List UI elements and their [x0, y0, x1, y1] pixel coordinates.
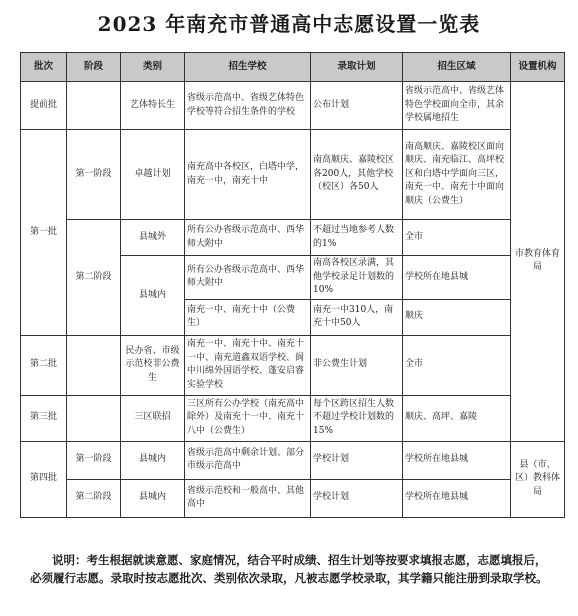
schools-cell: 南充高中各校区，白塔中学，南充一中，南充十中: [185, 130, 311, 220]
category-cell: 三区联招: [121, 395, 185, 441]
plan-cell: 公布计划: [311, 82, 403, 130]
table-row: [21, 82, 565, 130]
schools-cell: 所有公办省级示范高中、西华师大附中: [185, 256, 311, 300]
header-org: 设置机构: [511, 53, 565, 82]
header-schools: 招生学校: [185, 53, 311, 82]
header-area: 招生区域: [403, 53, 511, 82]
schools-cell: 南充一中、南充十中、南充十一中、南充道鑫双语学校、阆中川绵外国语学校、蓬安启睿实验学校: [185, 335, 311, 395]
plan-cell: 每个区跨区招生人数不超过学校计划数的15%: [311, 395, 403, 441]
stage-cell: 第二阶段: [67, 479, 121, 517]
batch-cell: 第四批: [21, 441, 67, 517]
category-cell: 卓越计划: [121, 130, 185, 220]
page-title: 2023 年南充市普通高中志愿设置一览表: [97, 12, 481, 36]
area-cell: 学校所在地县城: [403, 256, 511, 300]
area-cell: 学校所在地县城: [403, 441, 511, 479]
category-cell: 县城内: [121, 479, 185, 517]
org-cell: 市教育体育局: [511, 82, 565, 442]
stage-cell: 第二阶段: [67, 220, 121, 336]
table-row: [21, 441, 565, 479]
plan-cell: 非公费生计划: [311, 335, 403, 395]
plan-cell: 南充一中310人，南充十中50人: [311, 299, 403, 335]
footnote: 说明：考生根据就读意愿、家庭情况，结合平时成绩、招生计划等按要求填报志愿，志愿填报后，必须履行志愿。录取时按志愿批次、类别依次录取，凡被志愿学校录取，其学籍只能注册到录取学校。: [30, 553, 548, 585]
stage-cell: [67, 335, 121, 395]
area-cell: 全市: [403, 335, 511, 395]
plan-cell: 南高各校区录满，其他学校录足计划数的10%: [311, 256, 403, 300]
category-cell: 民办省、市级示范校非公费生: [121, 335, 185, 395]
schools-cell: 三区所有公办学校（南充高中除外）及南充十一中、南充十八中（公费生）: [185, 395, 311, 441]
plan-cell: 不超过当地参考人数的1%: [311, 220, 403, 256]
category-cell: 县城内: [121, 441, 185, 479]
area-cell: 南高顺庆、嘉陵校区面向顺庆、南充临江、高坪校区和白塔中学面向三区，南充一中、南充十中面向顺庆（公费生）: [403, 130, 511, 220]
header-category: 类别: [121, 53, 185, 82]
batch-cell: 第三批: [21, 395, 67, 441]
category-cell: 县城内: [121, 256, 185, 336]
area-cell: 顺庆: [403, 299, 511, 335]
table-row: [21, 220, 565, 256]
area-cell: 省级示范高中、省级艺体特色学校面向全市，其余学校属地招生: [403, 82, 511, 130]
category-cell: 艺体特长生: [121, 82, 185, 130]
table-row: [21, 395, 565, 441]
category-cell: 县城外: [121, 220, 185, 256]
header-plan: 录取计划: [311, 53, 403, 82]
plan-cell: 南高顺庆、嘉陵校区各200人，其他学校（校区）各50人: [311, 130, 403, 220]
schools-cell: 省级示范高中剩余计划、部分市级示范高中: [185, 441, 311, 479]
header-batch: 批次: [21, 53, 67, 82]
batch-cell: 提前批: [21, 82, 67, 130]
schools-cell: 省级示范校和一般高中、其他高中: [185, 479, 311, 517]
org-cell: 县（市、区）教科体局: [511, 441, 565, 517]
stage-cell: [67, 82, 121, 130]
stage-cell: [67, 395, 121, 441]
plan-cell: 学校计划: [311, 479, 403, 517]
header-stage: 阶段: [67, 53, 121, 82]
schools-cell: 所有公办省级示范高中、西华师大附中: [185, 220, 311, 256]
table-row: [21, 130, 565, 220]
schools-cell: 南充一中、南充十中（公费生）: [185, 299, 311, 335]
batch-cell: 第一批: [21, 130, 67, 336]
table-header-row: [21, 53, 565, 82]
table-row: [21, 479, 565, 517]
batch-cell: 第二批: [21, 335, 67, 395]
enrollment-table: [20, 52, 565, 518]
plan-cell: 学校计划: [311, 441, 403, 479]
schools-cell: 省级示范高中、省级艺体特色学校等符合招生条件的学校: [185, 82, 311, 130]
table-row: [21, 335, 565, 395]
area-cell: 学校所在地县城: [403, 479, 511, 517]
area-cell: 顺庆、高坪、嘉陵: [403, 395, 511, 441]
stage-cell: 第一阶段: [67, 130, 121, 220]
area-cell: 全市: [403, 220, 511, 256]
stage-cell: 第一阶段: [67, 441, 121, 479]
